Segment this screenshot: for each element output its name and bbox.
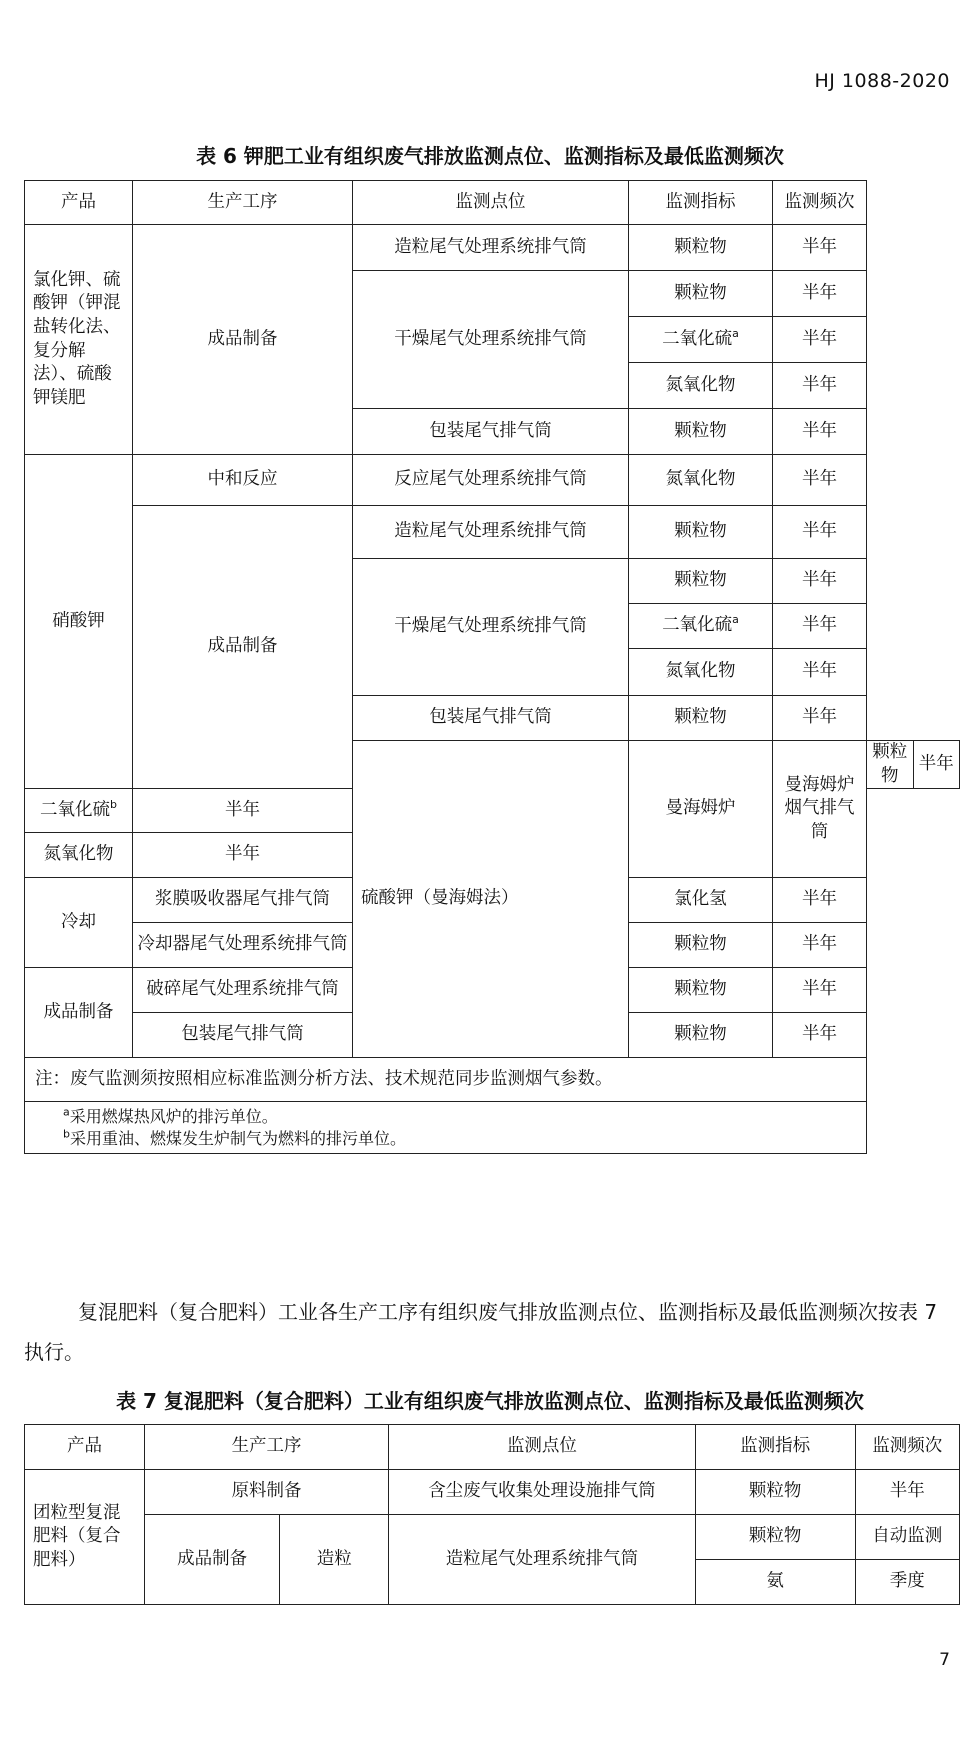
footnote-b: $^b$采用重油、燃煤发生炉制气为燃料的排污单位。 bbox=[63, 1127, 406, 1148]
table7-header-process: 生产工序 bbox=[144, 1425, 388, 1470]
table6-header-process: 生产工序 bbox=[133, 181, 353, 225]
frequency-cell: 半年 bbox=[773, 506, 867, 559]
point-cell: 包装尾气排气筒 bbox=[353, 696, 629, 741]
frequency-cell: 半年 bbox=[773, 225, 867, 271]
indicator-cell: 二氧化硫$^b$ bbox=[25, 789, 133, 833]
frequency-cell: 半年 bbox=[855, 1470, 959, 1515]
indicator-cell: 颗粒物 bbox=[629, 559, 773, 604]
frequency-cell: 半年 bbox=[773, 317, 867, 363]
indicator-cell: 颗粒物 bbox=[629, 696, 773, 741]
process-cell: 成品制备 bbox=[25, 968, 133, 1058]
frequency-cell: 半年 bbox=[773, 409, 867, 455]
indicator-cell: 氯化氢 bbox=[629, 878, 773, 923]
product-cell: 硫酸钾（曼海姆法） bbox=[353, 741, 629, 1058]
product-cell: 团粒型复混肥料（复合肥料） bbox=[25, 1470, 145, 1605]
process-cell: 成品制备 bbox=[144, 1515, 279, 1605]
table6 bbox=[24, 180, 960, 1154]
indicator-cell: 颗粒物 bbox=[867, 741, 914, 789]
table-row bbox=[25, 506, 960, 559]
frequency-cell: 半年 bbox=[773, 1013, 867, 1058]
indicator-cell: 颗粒物 bbox=[629, 923, 773, 968]
table6-header-row bbox=[25, 181, 960, 225]
footnote-mark: a bbox=[732, 613, 739, 627]
point-cell: 造粒尾气处理系统排气筒 bbox=[353, 225, 629, 271]
indicator-cell: 颗粒物 bbox=[695, 1515, 855, 1560]
indicator-cell: 颗粒物 bbox=[629, 1013, 773, 1058]
point-cell: 反应尾气处理系统排气筒 bbox=[353, 455, 629, 506]
table7-header-frequency: 监测频次 bbox=[855, 1425, 959, 1470]
indicator-cell: 氮氧化物 bbox=[629, 455, 773, 506]
table6-caption: 表 6 钾肥工业有组织废气排放监测点位、监测指标及最低监测频次 bbox=[196, 144, 784, 168]
process-cell: 冷却 bbox=[25, 878, 133, 968]
process-cell: 成品制备 bbox=[133, 225, 353, 455]
table7-header-indicator: 监测指标 bbox=[695, 1425, 855, 1470]
table6-header-frequency: 监测频次 bbox=[773, 181, 867, 225]
indicator-cell: 颗粒物 bbox=[629, 968, 773, 1013]
point-cell: 包装尾气排气筒 bbox=[133, 1013, 353, 1058]
point-cell: 干燥尾气处理系统排气筒 bbox=[353, 271, 629, 409]
table7 bbox=[24, 1424, 960, 1605]
frequency-cell: 季度 bbox=[855, 1560, 959, 1605]
point-cell: 包装尾气排气筒 bbox=[353, 409, 629, 455]
frequency-cell: 半年 bbox=[773, 968, 867, 1013]
indicator-cell: 氨 bbox=[695, 1560, 855, 1605]
frequency-cell: 半年 bbox=[773, 271, 867, 317]
point-cell: 破碎尾气处理系统排气筒 bbox=[133, 968, 353, 1013]
point-cell: 冷却器尾气处理系统排气筒 bbox=[133, 923, 353, 968]
table7-caption: 表 7 复混肥料（复合肥料）工业有组织废气排放监测点位、监测指标及最低监测频次 bbox=[116, 1389, 864, 1413]
frequency-cell: 半年 bbox=[773, 696, 867, 741]
indicator-cell: 二氧化硫$^a$ bbox=[629, 604, 773, 649]
process-cell: 原料制备 bbox=[144, 1470, 388, 1515]
point-cell: 曼海姆炉烟气排气筒 bbox=[773, 741, 867, 878]
footnote-mark: a bbox=[732, 326, 739, 340]
frequency-cell: 半年 bbox=[773, 363, 867, 409]
frequency-cell: 半年 bbox=[773, 455, 867, 506]
frequency-cell: 半年 bbox=[133, 789, 353, 833]
page-number: 7 bbox=[939, 1650, 950, 1670]
point-cell: 浆膜吸收器尾气排气筒 bbox=[133, 878, 353, 923]
table-row bbox=[25, 455, 960, 506]
product-cell: 氯化钾、硫酸钾（钾混盐转化法、复分解法）、硫酸钾镁肥 bbox=[25, 225, 133, 455]
table-row bbox=[25, 1515, 960, 1560]
table7-header-row bbox=[25, 1425, 960, 1470]
document-code: HJ 1088-2020 bbox=[814, 70, 950, 92]
frequency-cell: 半年 bbox=[773, 559, 867, 604]
indicator-cell: 颗粒物 bbox=[629, 225, 773, 271]
footnote-mark: b bbox=[110, 798, 117, 812]
point-cell: 造粒尾气处理系统排气筒 bbox=[389, 1515, 695, 1605]
body-paragraph: 复混肥料（复合肥料）工业各生产工序有组织废气排放监测点位、监测指标及最低监测频次按表 7 执行。 bbox=[24, 1300, 938, 1364]
frequency-cell: 半年 bbox=[913, 741, 960, 789]
table6-header-indicator: 监测指标 bbox=[629, 181, 773, 225]
point-cell: 干燥尾气处理系统排气筒 bbox=[353, 559, 629, 696]
table-row bbox=[25, 1470, 960, 1515]
process-cell: 曼海姆炉 bbox=[629, 741, 773, 878]
frequency-cell: 半年 bbox=[133, 833, 353, 878]
table6-header-point: 监测点位 bbox=[353, 181, 629, 225]
indicator-cell: 颗粒物 bbox=[695, 1470, 855, 1515]
table7-header-point: 监测点位 bbox=[389, 1425, 695, 1470]
table6-note-row bbox=[25, 1058, 960, 1102]
indicator-cell: 氮氧化物 bbox=[25, 833, 133, 878]
table6-note: 注：废气监测须按照相应标准监测分析方法、技术规范同步监测烟气参数。 bbox=[25, 1058, 867, 1102]
table6-footnote-row bbox=[25, 1102, 960, 1154]
point-cell: 含尘废气收集处理设施排气筒 bbox=[389, 1470, 695, 1515]
footnote-a: $^a$采用燃煤热风炉的排污单位。 bbox=[63, 1105, 278, 1127]
indicator-cell: 二氧化硫$^a$ bbox=[629, 317, 773, 363]
product-cell: 硝酸钾 bbox=[25, 455, 133, 789]
process-cell: 成品制备 bbox=[133, 506, 353, 789]
indicator-cell: 颗粒物 bbox=[629, 271, 773, 317]
frequency-cell: 半年 bbox=[773, 878, 867, 923]
frequency-cell: 自动监测 bbox=[855, 1515, 959, 1560]
subprocess-cell: 造粒 bbox=[280, 1515, 389, 1605]
table6-footnotes bbox=[25, 1102, 867, 1154]
indicator-cell: 颗粒物 bbox=[629, 409, 773, 455]
point-cell: 造粒尾气处理系统排气筒 bbox=[353, 506, 629, 559]
frequency-cell: 半年 bbox=[773, 923, 867, 968]
indicator-cell: 氮氧化物 bbox=[629, 649, 773, 696]
table-row bbox=[25, 225, 960, 271]
frequency-cell: 半年 bbox=[773, 649, 867, 696]
table6-header-product: 产品 bbox=[25, 181, 133, 225]
indicator-cell: 颗粒物 bbox=[629, 506, 773, 559]
frequency-cell: 半年 bbox=[773, 604, 867, 649]
indicator-cell: 氮氧化物 bbox=[629, 363, 773, 409]
table7-header-product: 产品 bbox=[25, 1425, 145, 1470]
process-cell: 中和反应 bbox=[133, 455, 353, 506]
